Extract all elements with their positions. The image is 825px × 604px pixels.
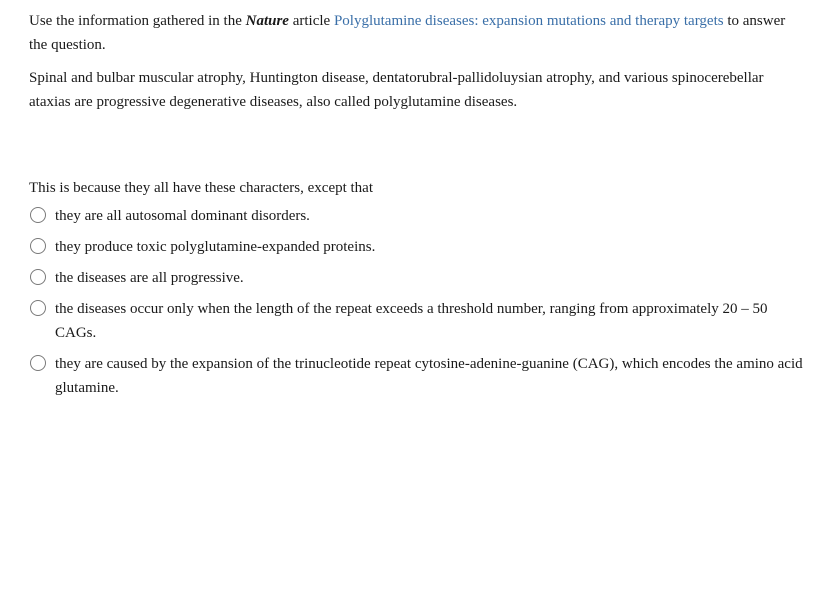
article-link[interactable]: Polyglutamine diseases: expansion mutations and therapy targets	[333, 13, 724, 29]
journal-name: Nature	[245, 13, 289, 29]
instructions-suffix: to answer the question.	[29, 13, 786, 53]
option-label: they produce toxic polyglutamine-expanded proteins.	[55, 239, 376, 255]
answer-option-2[interactable]	[29, 235, 804, 259]
radio-button[interactable]	[30, 300, 46, 316]
passage-text: Spinal and bulbar muscular atrophy, Huntington disease, dentatorubral-pallidoluysian atrophy, and various spinocerebellar ataxias are progressive degenerative diseases, also called polyglutamine diseases.	[29, 70, 764, 110]
instructions-middle: article	[288, 13, 334, 29]
option-label: they are all autosomal dominant disorders.	[55, 208, 310, 224]
answer-option-3[interactable]	[29, 266, 804, 290]
answer-option-4[interactable]	[29, 297, 804, 345]
radio-button[interactable]	[30, 207, 46, 223]
radio-button[interactable]	[30, 269, 46, 285]
instructions-prefix: Use the information gathered in the	[29, 13, 246, 29]
question-stem: This is because they all have these characters, except that	[29, 180, 374, 196]
instructions	[29, 9, 804, 57]
radio-button[interactable]	[30, 238, 46, 254]
option-label: the diseases occur only when the length of the repeat exceeds a threshold number, ranging from approximately 20 – 50 CAGs.	[55, 301, 768, 341]
answer-option-5[interactable]	[29, 352, 804, 400]
option-label: the diseases are all progressive.	[55, 270, 244, 286]
answer-option-1[interactable]	[29, 204, 804, 228]
option-label: they are caused by the expansion of the trinucleotide repeat cytosine-adenine-guanine (CAG), which encodes the amino acid glutamine.	[55, 356, 803, 396]
radio-button[interactable]	[30, 355, 46, 371]
question-container	[29, 9, 804, 407]
answer-options	[29, 204, 804, 400]
